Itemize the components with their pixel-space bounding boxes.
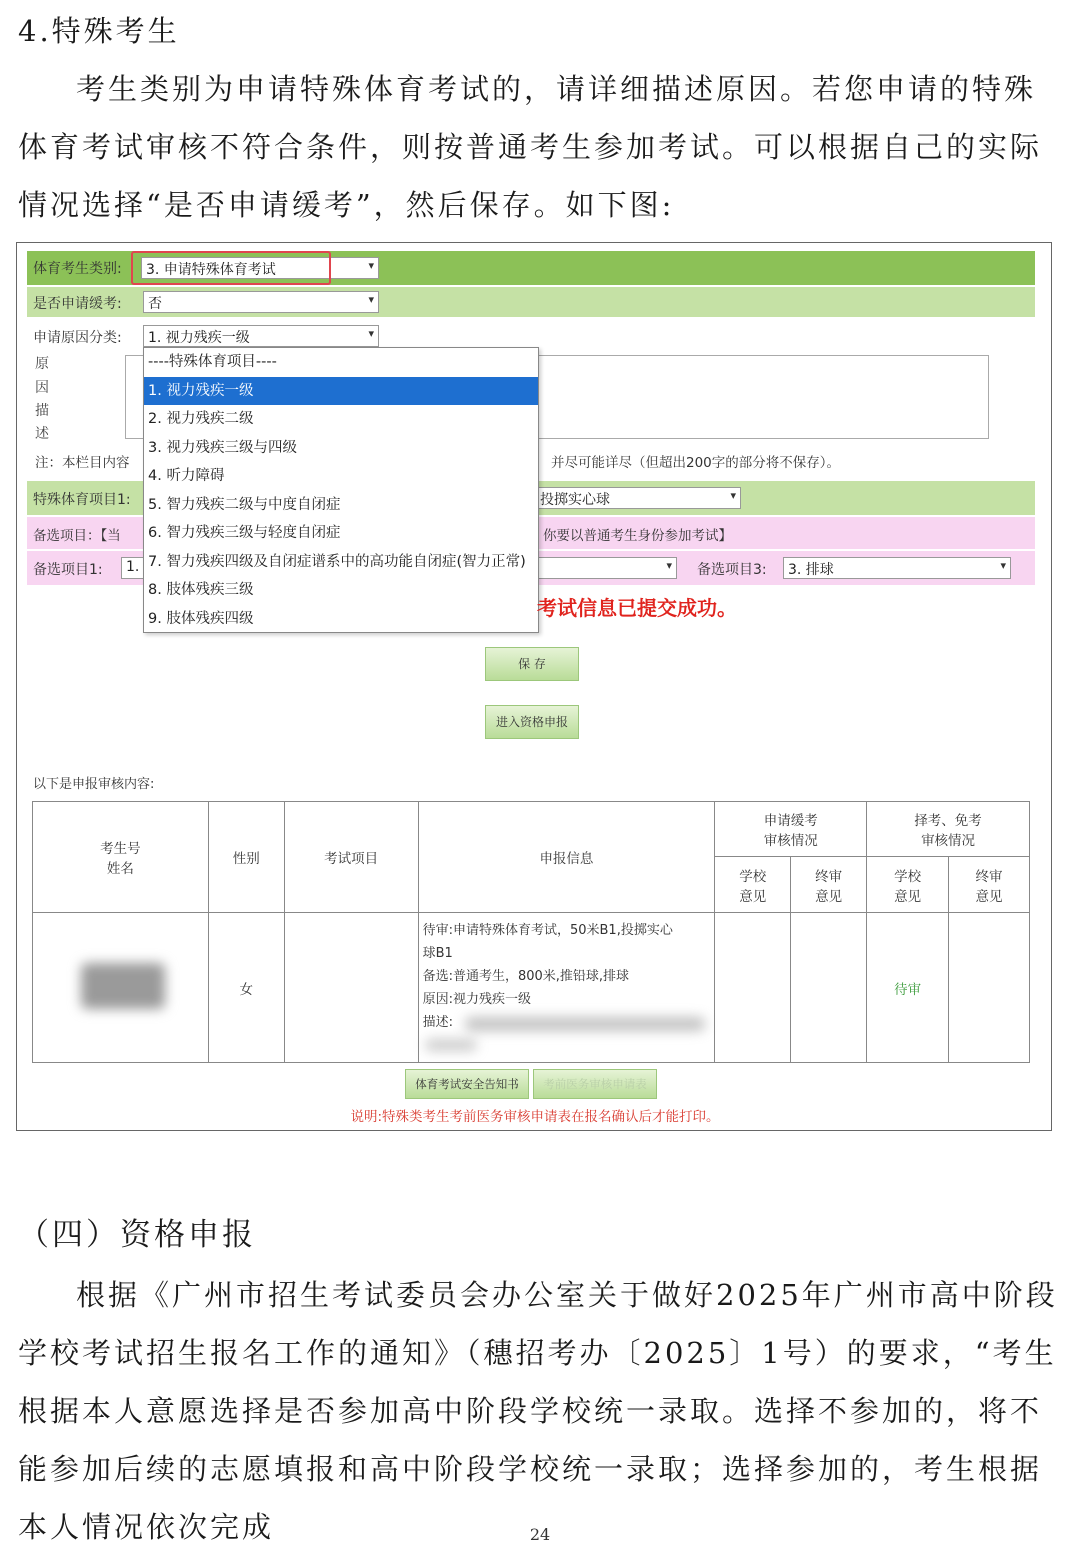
- header-info: 申报信息: [418, 802, 715, 913]
- reason-cat-label: 申请原因分类:: [33, 330, 122, 346]
- header-id-name: 考生号 姓名: [33, 802, 209, 913]
- special-item-value: 投掷实心球: [540, 492, 610, 508]
- reason-label-char: 描: [35, 403, 49, 419]
- highlight-box: [131, 251, 331, 285]
- defer-select-value: 否: [148, 296, 162, 312]
- success-message: 考试信息已提交成功。: [537, 596, 737, 620]
- dropdown-option[interactable]: 7. 智力残疾四级及自闭症谱系中的高功能自闭症(智力正常): [148, 553, 526, 570]
- chevron-down-icon: ▾: [1000, 559, 1006, 572]
- reason-cat-select[interactable]: [143, 325, 379, 347]
- cell-exam-item: [284, 913, 418, 1063]
- defer-select[interactable]: [143, 291, 379, 313]
- alt1-value: 1.: [126, 559, 140, 575]
- chevron-down-icon: ▾: [666, 559, 672, 572]
- qualification-paragraph: 根据《广州市招生考试委员会办公室关于做好2025年广州市高中阶段学校考试招生报名工作的通知》（穗招考办〔2025〕1号）的要求，“考生根据本人意愿选择是否参加高中阶段学校统一录取。选择不参加的，将不能参加后续的志愿填报和高中阶段学校统一录取；选择参加的，考生根据本人情况依次完成: [18, 1278, 1058, 1544]
- enter-qualification-button[interactable]: 进入资格申报: [485, 705, 579, 739]
- dropdown-option[interactable]: 9. 肢体残疾四级: [148, 610, 254, 627]
- dropdown-option[interactable]: ----特殊体育项目----: [148, 354, 277, 370]
- dropdown-option[interactable]: 5. 智力残疾二级与中度自闭症: [148, 496, 341, 513]
- medical-review-button[interactable]: 考前医务审核申请表: [533, 1069, 657, 1099]
- chevron-down-icon: ▾: [368, 293, 374, 306]
- chevron-down-icon: ▾: [368, 259, 374, 272]
- safety-notice-button[interactable]: 体育考试安全告知书: [405, 1069, 529, 1099]
- info-line: 备选:普通考生，800米,推铅球,排球: [422, 969, 630, 984]
- reason-dropdown-list: [143, 347, 539, 633]
- cell-info: [418, 913, 715, 1063]
- header-gender: 性别: [208, 802, 284, 913]
- cell-exempt-final: [949, 913, 1030, 1063]
- dropdown-option[interactable]: 3. 视力残疾三级与四级: [148, 439, 297, 456]
- cell-gender: 女: [208, 913, 284, 1063]
- form-screenshot: [16, 242, 1052, 1131]
- dropdown-option[interactable]: 8. 肢体残疾三级: [148, 582, 254, 598]
- reason-cat-select-value: 1. 视力残疾一级: [148, 330, 250, 346]
- section-heading: 4.特殊考生: [18, 14, 180, 48]
- info-line: 描述:: [422, 1015, 453, 1030]
- header-final-opinion: 终审 意见: [949, 857, 1030, 913]
- info-line: 原因:视力残疾一级: [422, 992, 531, 1007]
- intro-paragraph: 考生类别为申请特殊体育考试的，请详细描述原因。若您申请的特殊体育考试审核不符合条件，则按普通考生参加考试。可以根据自己的实际情况选择“是否申请缓考”，然后保存。如下图:: [18, 72, 1043, 222]
- header-defer-review: 申请缓考 审核情况: [715, 802, 867, 857]
- page-number: 24: [529, 1525, 551, 1544]
- save-button[interactable]: 保 存: [485, 647, 579, 681]
- alt3-label: 备选项目3:: [697, 562, 767, 578]
- info-line: 球B1: [422, 946, 453, 961]
- defer-label: 是否申请缓考:: [33, 296, 122, 312]
- category-row: [27, 251, 1035, 285]
- dropdown-option[interactable]: 2. 视力残疾二级: [148, 411, 254, 427]
- cell-status: 待审: [867, 913, 949, 1063]
- alt2-select[interactable]: [535, 557, 677, 579]
- header-final-opinion: 终审 意见: [791, 857, 867, 913]
- cell-id-name: [33, 913, 209, 1063]
- dropdown-option[interactable]: 6. 智力残疾三级与轻度自闭症: [148, 525, 341, 541]
- special-item-select[interactable]: [535, 487, 741, 509]
- defer-row: [27, 287, 1035, 317]
- alt-label: 备选项目：【当: [33, 528, 121, 544]
- alt-tail: 你要以普通考生身份参加考试】: [543, 528, 732, 544]
- reason-label-char: 原: [35, 356, 49, 372]
- alt3-value: 3. 排球: [788, 562, 834, 578]
- cell-defer-final: [791, 913, 867, 1063]
- dropdown-option[interactable]: 4. 听力障碍: [148, 468, 225, 484]
- chevron-down-icon: ▾: [368, 327, 374, 340]
- note-label: 注：本栏目内容: [35, 455, 130, 471]
- header-exempt-review: 择考、免考 审核情况: [867, 802, 1030, 857]
- info-line: 待审:申请特殊体育考试，50米B1,投掷实心: [422, 923, 673, 938]
- cell-defer-school: [715, 913, 791, 1063]
- category-label: 体育考生类别:: [33, 261, 122, 277]
- dropdown-option-selected[interactable]: 1. 视力残疾一级: [144, 377, 538, 406]
- blurred-description: [425, 1039, 477, 1051]
- note-tail: 并尽可能详尽（但超出200字的部分将不保存）。: [551, 455, 841, 471]
- blurred-description: [465, 1017, 705, 1031]
- review-intro: 以下是申报审核内容:: [33, 777, 155, 792]
- header-school-opinion: 学校 意见: [867, 857, 949, 913]
- chevron-down-icon: ▾: [730, 489, 736, 502]
- reason-label-char: 述: [35, 426, 49, 442]
- special-item-label: 特殊体育项目1:: [33, 492, 131, 508]
- section2-heading: （四）资格申报: [18, 1217, 256, 1253]
- print-note: 说明:特殊类考生考前医务审核申请表在报名确认后才能打印。: [350, 1109, 720, 1125]
- header-exam-item: 考试项目: [284, 802, 418, 913]
- category-select-value: 3. 申请特殊体育考试: [146, 262, 276, 278]
- blurred-name: [81, 963, 165, 1009]
- header-school-opinion: 学校 意见: [715, 857, 791, 913]
- reason-label-char: 因: [35, 380, 49, 396]
- review-table: [32, 801, 1030, 1063]
- alt3-select[interactable]: [783, 557, 1011, 579]
- alt1-label: 备选项目1:: [33, 562, 103, 578]
